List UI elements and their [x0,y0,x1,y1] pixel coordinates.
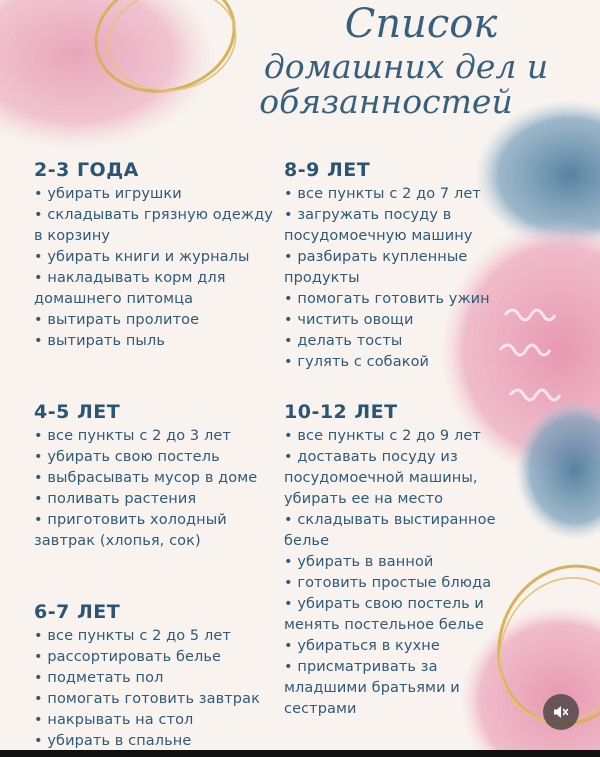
section-10-12 [284,400,496,720]
section-heading: 10-12 ЛЕТ [284,401,398,423]
section-heading: 8-9 ЛЕТ [284,159,371,181]
list-item: • приготовить холодный [34,512,227,528]
section-heading: 6-7 ЛЕТ [34,601,121,623]
list-item: • выбрасывать мусор в доме [34,470,258,486]
chore-list [34,626,260,752]
list-item: домашнего питомца [34,291,194,307]
list-item: • все пункты с 2 до 7 лет [284,186,481,202]
list-item: завтрак (хлопья, сок) [34,533,201,549]
list-item: • складывать выстиранное [284,512,496,528]
list-item: • складывать грязную одежду [34,207,273,223]
section-4-5 [34,400,257,552]
page-title [236,1,576,121]
list-item: белье [284,533,330,549]
list-item: посудомоечной машины, [284,470,478,486]
list-item: • поливать растения [34,491,197,507]
list-item: • убирать свою постель [34,449,220,465]
speaker-muted-icon [552,703,570,721]
list-item: • убирать игрушки [34,186,182,202]
list-item: • вытирать пыль [34,333,165,349]
list-item: • все пункты с 2 до 5 лет [34,628,231,644]
chore-list [34,426,257,552]
list-item: • разбирать купленные [284,249,468,265]
list-item: сестрами [284,701,357,717]
list-item: младшими братьями и [284,680,460,696]
section-8-9 [284,158,490,373]
bottom-bar [0,750,600,757]
chore-list [34,184,273,352]
list-item: • накладывать корм для [34,270,226,286]
list-item: • подметать пол [34,670,164,686]
list-item: • загружать посуду в [284,207,452,223]
section-6-7 [34,600,260,752]
list-item: • убирать свою постель и [284,596,484,612]
list-item: • вытирать пролитое [34,312,200,328]
list-item: • присматривать за [284,659,438,675]
pink-blob-top-left [0,0,215,150]
list-item: • все пункты с 2 до 9 лет [284,428,481,444]
title-line-2: домашних дел и [263,47,549,86]
chore-list [284,426,496,720]
section-heading: 2-3 ГОДА [34,159,139,181]
title-line-3: обязанностей [259,82,513,121]
list-item: • доставать посуду из [284,449,458,465]
list-item: убирать ее на место [284,491,444,507]
title-line-1: Список [344,1,498,47]
list-item: • гулять с собакой [284,354,430,370]
section-2-3 [34,158,273,352]
list-item: • убирать книги и журналы [34,249,250,265]
list-item: • помогать готовить завтрак [34,691,260,707]
list-item: • рассортировать белье [34,649,222,665]
mute-button[interactable] [543,694,579,730]
list-item: • делать тосты [284,333,403,349]
list-item: в корзину [34,228,111,244]
list-item: посудомоечную машину [284,228,473,244]
list-item: • готовить простые блюда [284,575,492,591]
list-item: • убирать в спальне [34,733,192,749]
section-heading: 4-5 ЛЕТ [34,401,121,423]
list-item: • накрывать на стол [34,712,194,728]
list-item: • убираться в кухне [284,638,440,654]
list-item: • чистить овощи [284,312,414,328]
chore-list [284,184,490,373]
list-item: • все пункты с 2 до 3 лет [34,428,231,444]
list-item: • помогать готовить ужин [284,291,490,307]
list-item: менять постельное белье [284,617,484,633]
list-item: • убирать в ванной [284,554,434,570]
list-item: продукты [284,270,360,286]
